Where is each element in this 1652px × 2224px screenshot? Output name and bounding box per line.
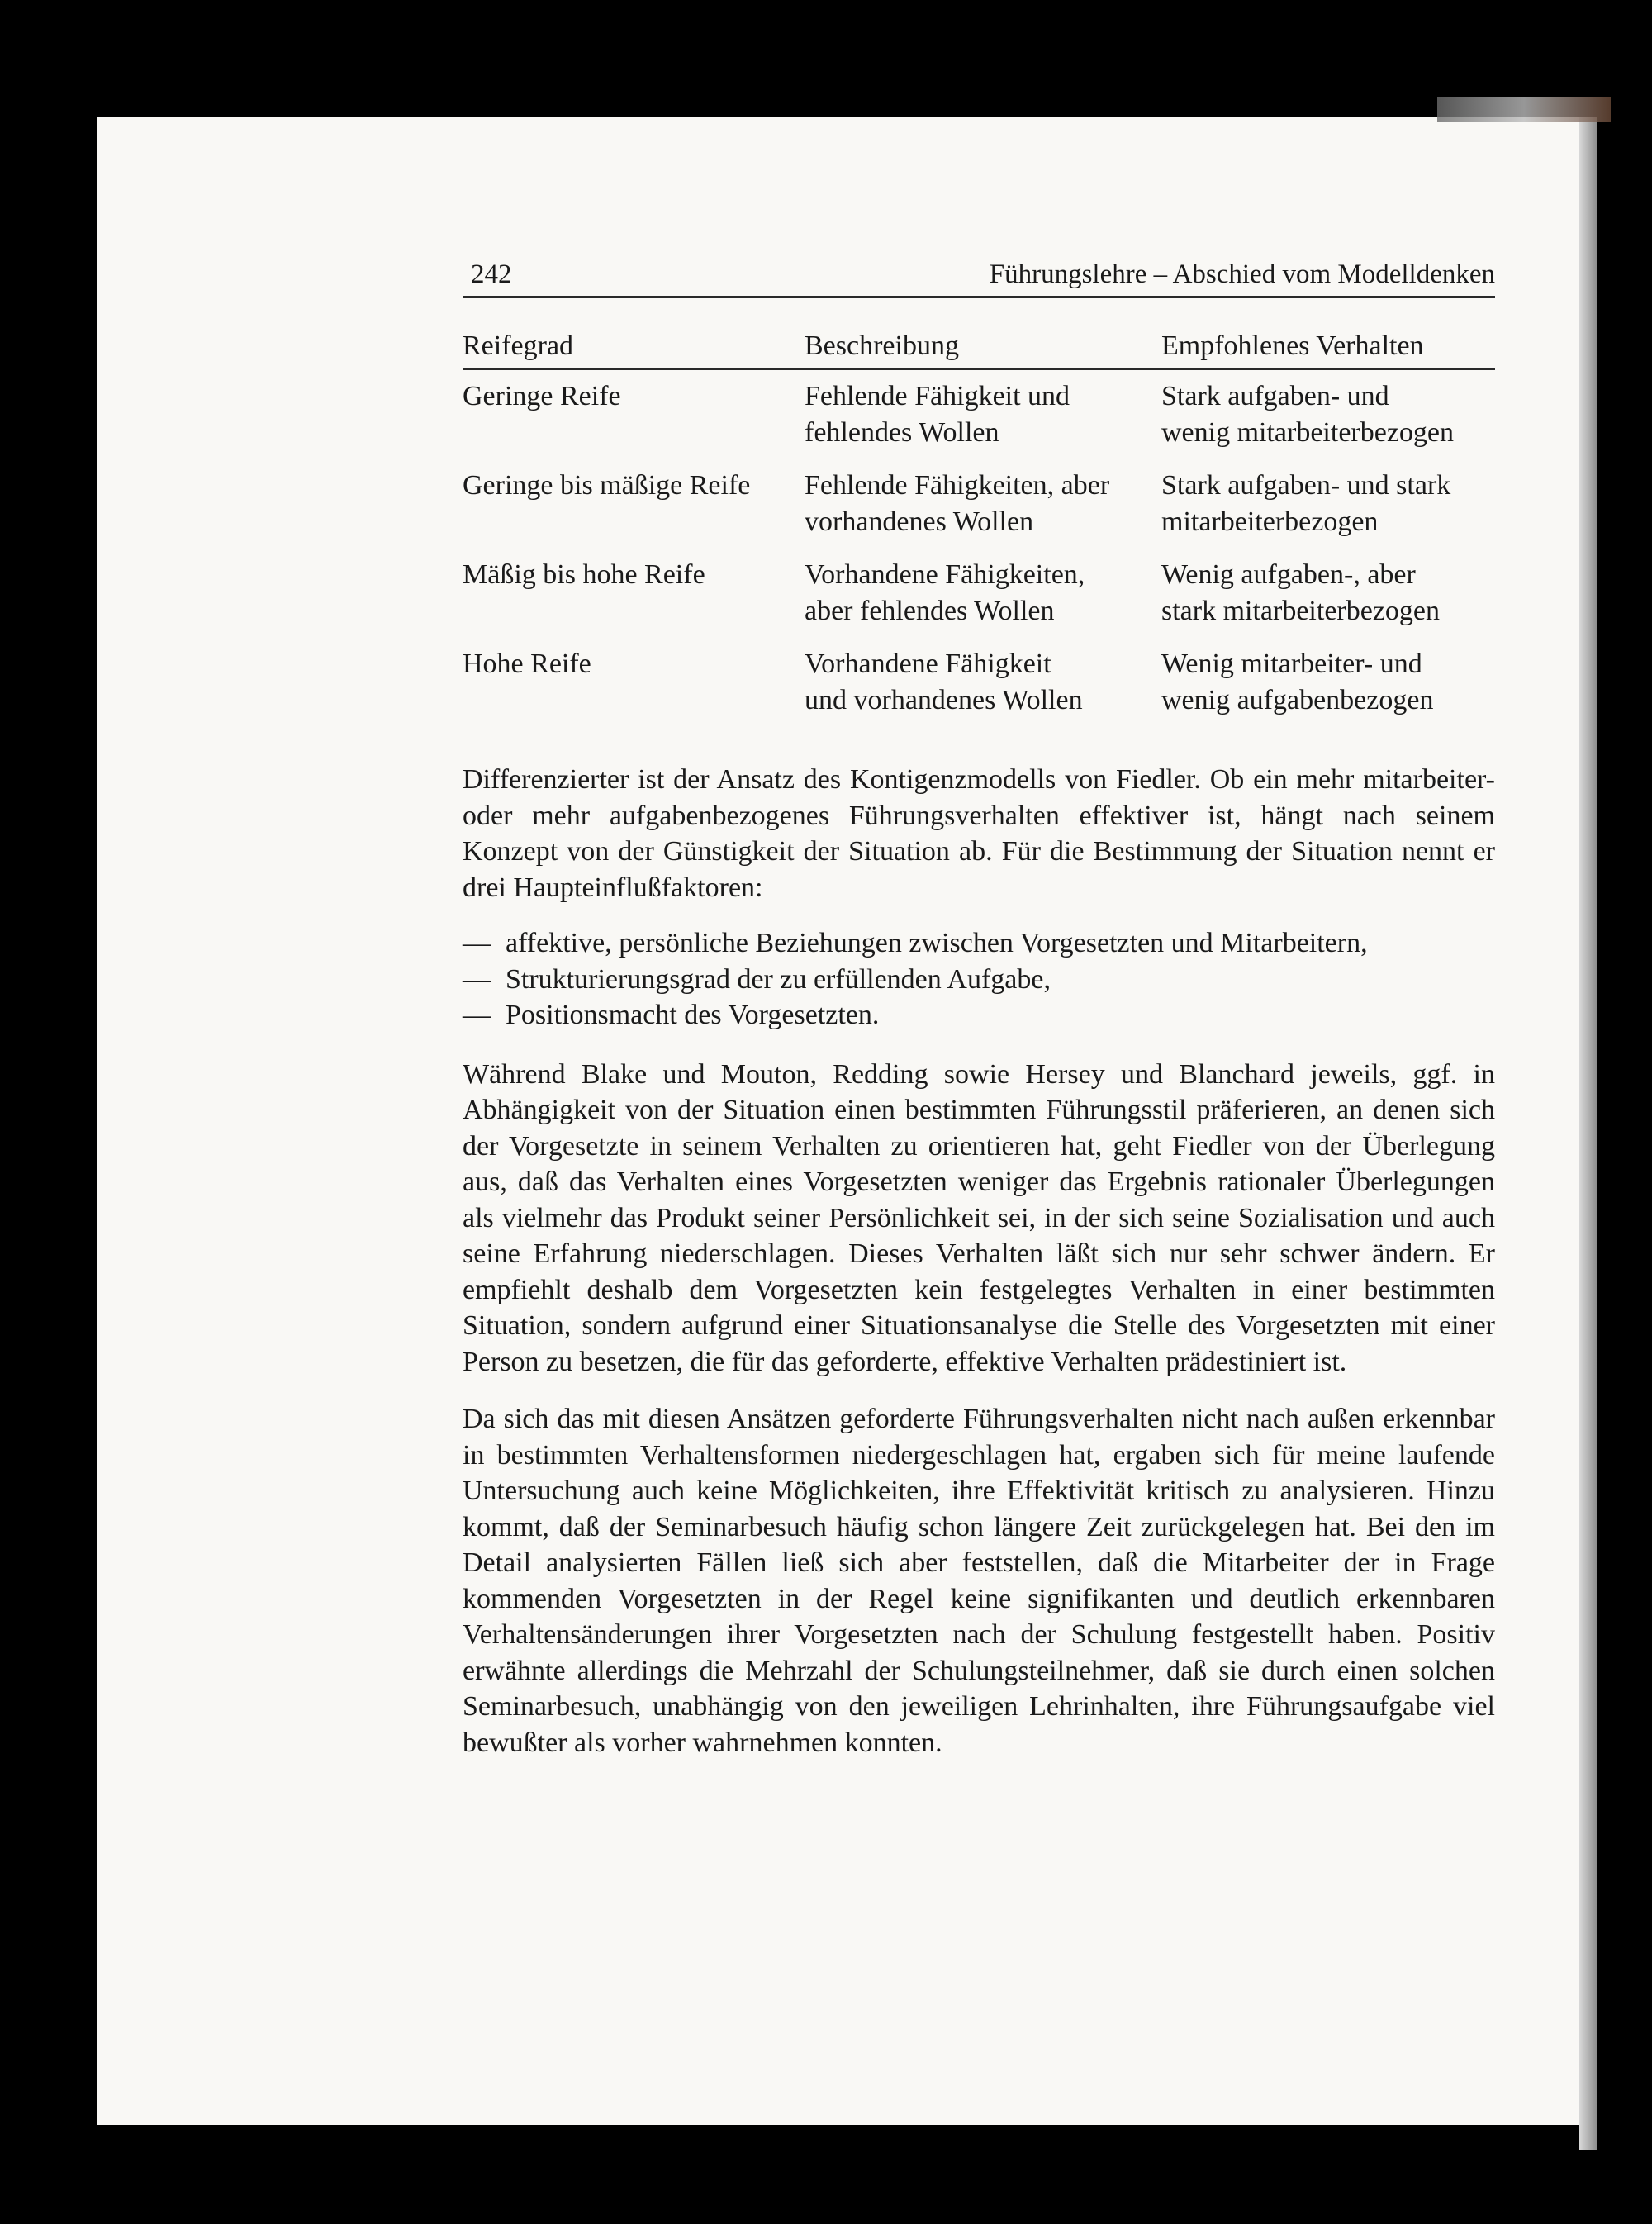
cell-verhalten: [1161, 557, 1495, 630]
cell-verhalten: [1161, 378, 1495, 451]
cell-line: Fehlende Fähigkeiten, aber: [805, 470, 1110, 501]
cell-line: Wenig aufgaben-, aber: [1161, 559, 1416, 590]
list-item-text: affektive, persönliche Beziehungen zwischen Vorgesetzten und Mitarbeitern,: [506, 928, 1368, 958]
dash-bullet: —: [463, 963, 491, 995]
header-reifegrad: Reifegrad: [463, 330, 574, 361]
table-header: [463, 328, 1495, 370]
maturity-table: [463, 328, 1495, 719]
cell-line: mitarbeiterbezogen: [1161, 506, 1379, 537]
list-item-text: Strukturierungsgrad der zu erfüllenden Aufgabe,: [506, 963, 1051, 995]
bookmark-ribbon: [1437, 97, 1611, 122]
list-item-text: Positionsmacht des Vorgesetzten.: [506, 1000, 880, 1030]
list-item: [463, 962, 1495, 998]
cell-line: wenig aufgabenbezogen: [1161, 685, 1434, 715]
table-row: [463, 468, 1495, 540]
cell-line: Vorhandene Fähigkeit: [805, 649, 1051, 679]
cell-line: wenig mitarbeiterbezogen: [1161, 417, 1455, 448]
page-number: 242: [471, 259, 512, 289]
cell-beschreibung: [805, 378, 1161, 451]
book-spine-edge: [1579, 117, 1597, 2150]
page-content: [463, 248, 1495, 1761]
cell-line: aber fehlendes Wollen: [805, 596, 1055, 626]
dash-bullet: —: [463, 1000, 491, 1030]
cell-beschreibung: [805, 557, 1161, 630]
cell-verhalten: [1161, 646, 1495, 719]
dash-bullet: —: [463, 928, 491, 958]
paragraph-fiedler-intro: Differenzierter ist der Ansatz des Kontigenzmodells von Fiedler. Ob ein mehr mitarbeiter- oder mehr aufgabenbezogenes Führungsverhalten effektiver ist, hängt nach seinem Konzept von der Günstigkeit der Situation ab. Für die Bestimmung der Situation nennt er drei Haupteinflußfaktoren:: [463, 764, 1495, 903]
cell-line: Vorhandene Fähigkeiten,: [805, 559, 1085, 590]
table-row: [463, 378, 1495, 451]
cell-line: und vorhandenes Wollen: [805, 685, 1083, 715]
paragraph-fiedler-approach: Während Blake und Mouton, Redding sowie Hersey und Blanchard jeweils, ggf. in Abhängigkeit von der Situation einen bestimmten Führungsstil präferieren, an denen sich der Vorgesetzte in seinem Verhalten zu orientieren hat, geht Fiedler von der Überlegung aus, daß das Verhalten eines Vorgesetzten weniger das Ergebnis rationaler Überlegungen als vielmehr das Produkt seiner Persönlichkeit sei, in der sich seine Sozialisation und auch seine Erfahrung niederschlagen. Dieses Verhalten läßt sich nur sehr schwer ändern. Er empfiehlt deshalb dem Vorgesetzten kein festgelegtes Verhalten in einer bestimmten Situation, sondern aufgrund einer Situationsanalyse die Stelle des Vorgesetzten mit einer Person zu besetzen, die für das geforderte, effektive Verhalten prädestiniert ist.: [463, 1058, 1495, 1377]
table-row: [463, 646, 1495, 719]
cell-reifegrad: Geringe bis mäßige Reife: [463, 470, 751, 501]
cell-verhalten: [1161, 468, 1495, 540]
table-body: [463, 378, 1495, 719]
cell-line: Fehlende Fähigkeit und: [805, 381, 1070, 411]
cell-beschreibung: [805, 646, 1161, 719]
cell-reifegrad: Hohe Reife: [463, 649, 591, 679]
cell-reifegrad: Mäßig bis hohe Reife: [463, 559, 705, 590]
cell-beschreibung: [805, 468, 1161, 540]
paragraph-study-findings: Da sich das mit diesen Ansätzen geforderte Führungsverhalten nicht nach außen erkennbar in bestimmten Verhaltensformen niedergeschlagen hat, ergaben sich für meine laufende Untersuchung auch keine Möglichkeiten, ihre Effektivität kritisch zu analysieren. Hinzu kommt, daß der Seminarbesuch häufig schon längere Zeit zurückgelegen hat. Bei den im Detail analysierten Fällen ließ sich aber feststellen, daß die Mitarbeiter der in Frage kommenden Vorgesetzten in der Regel keine signifikanten und deutlich erkennbaren Verhaltensänderungen ihrer Vorgesetzten nach der Schulung festgestellt haben. Positiv erwähnte allerdings die Mehrzahl der Schulungsteilnehmer, daß sie durch einen solchen Seminarbesuch, unabhängig von den jeweiligen Lehrinhalten, ihre Führungsaufgabe viel bewußter als vorher wahrnehmen konnten.: [463, 1404, 1495, 1758]
list-item: [463, 997, 1495, 1034]
running-head-title: Führungslehre – Abschied vom Modelldenken: [989, 259, 1495, 289]
cell-line: vorhandenes Wollen: [805, 506, 1034, 537]
cell-line: stark mitarbeiterbezogen: [1161, 596, 1441, 626]
list-item: [463, 925, 1495, 962]
influence-factor-list: [463, 925, 1495, 1034]
running-head: [463, 248, 1495, 298]
cell-line: Stark aufgaben- und: [1161, 381, 1389, 411]
header-empfohlenes-verhalten: Empfohlenes Verhalten: [1161, 330, 1424, 361]
cell-reifegrad: Geringe Reife: [463, 381, 621, 411]
table-row: [463, 557, 1495, 630]
cell-line: Wenig mitarbeiter- und: [1161, 649, 1422, 679]
header-beschreibung: Beschreibung: [805, 330, 959, 361]
cell-line: Stark aufgaben- und stark: [1161, 470, 1451, 501]
cell-line: fehlendes Wollen: [805, 417, 999, 448]
